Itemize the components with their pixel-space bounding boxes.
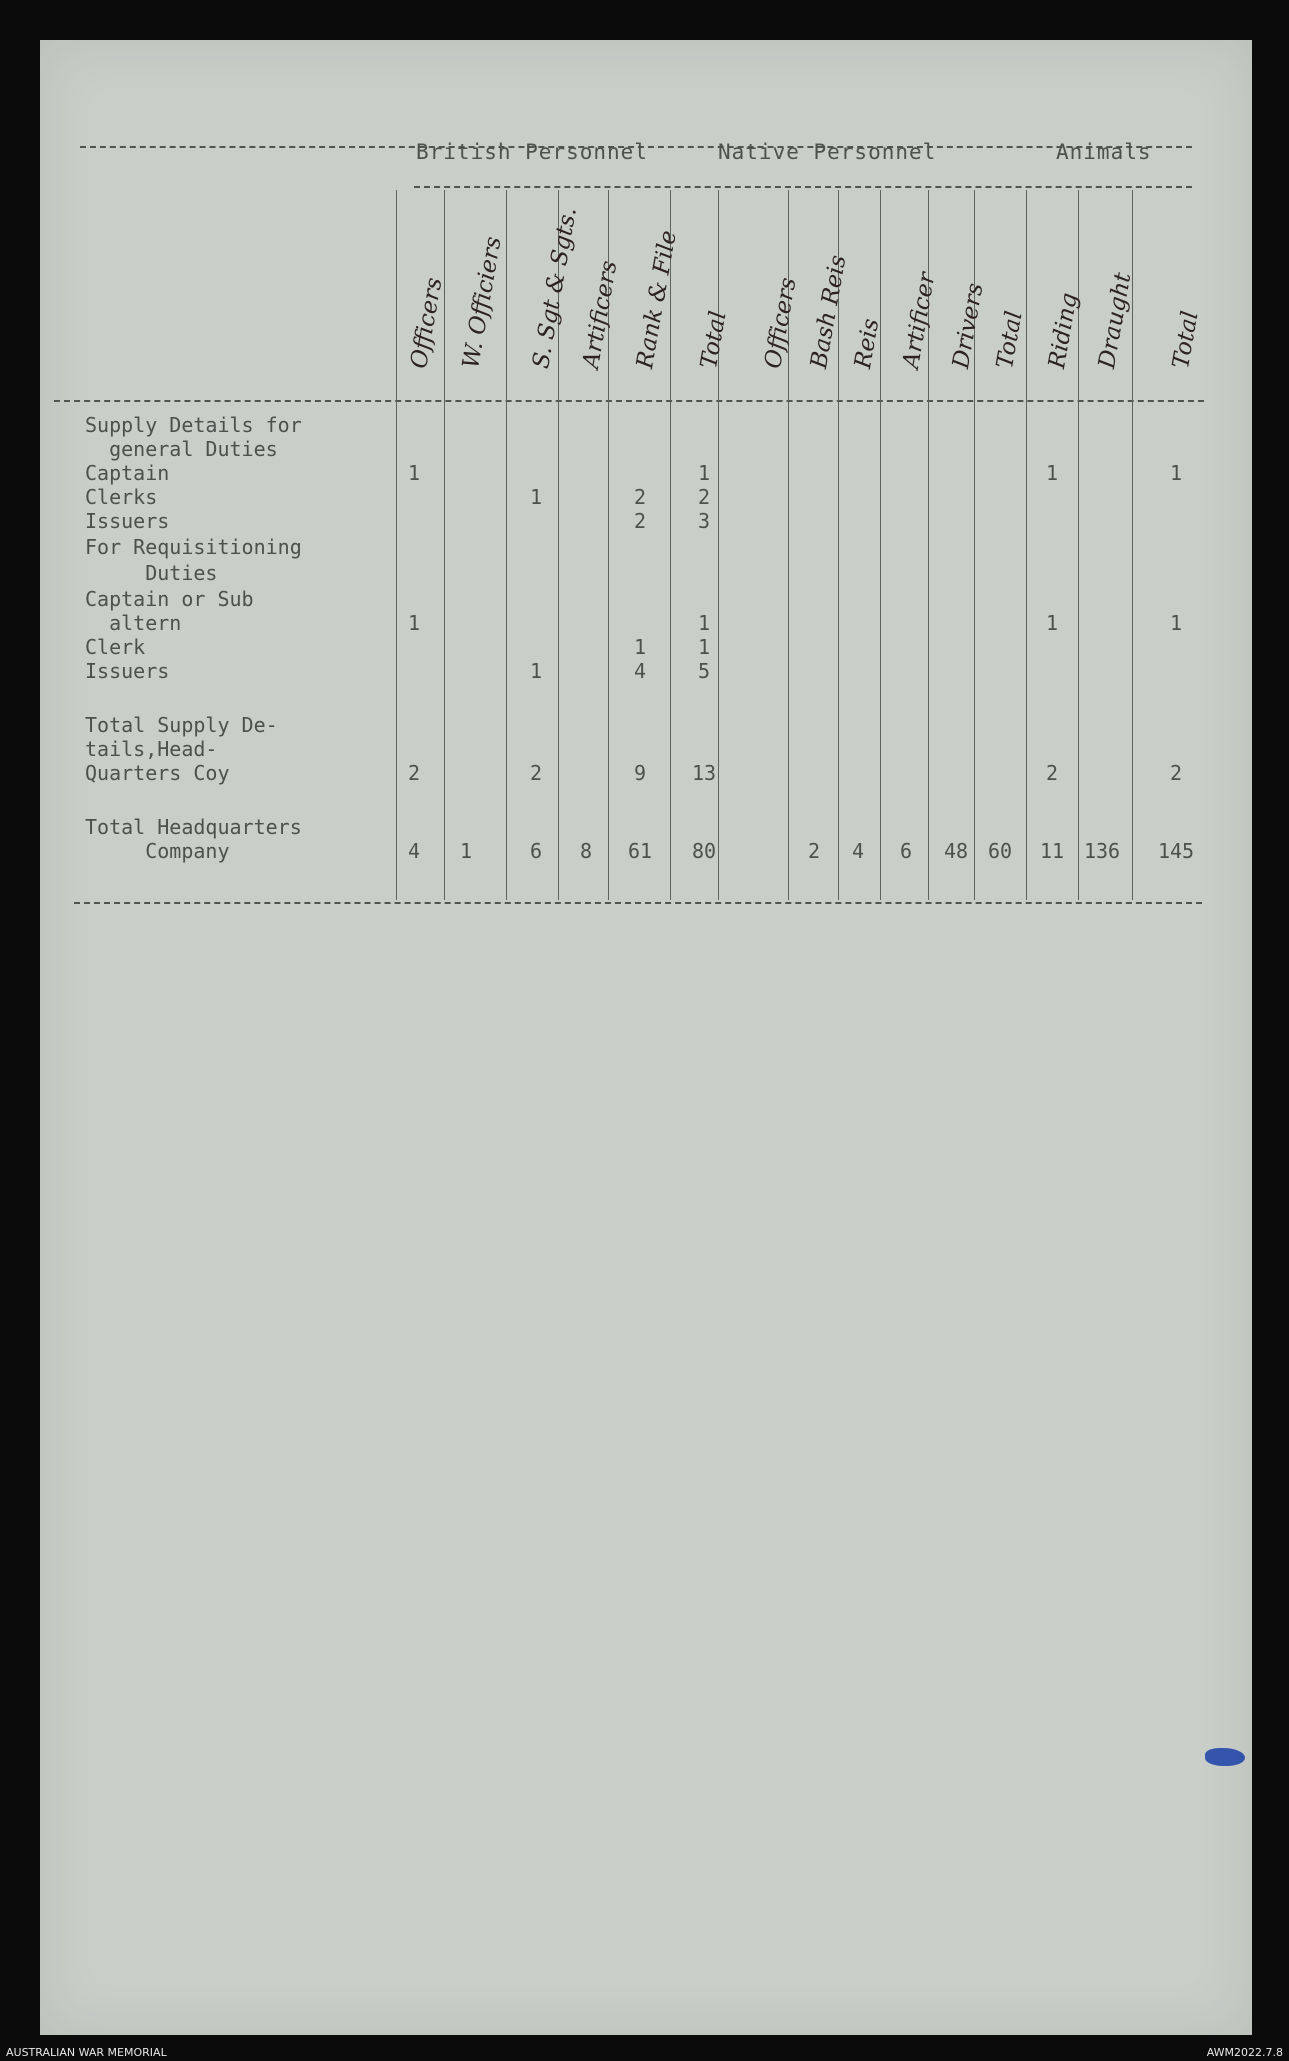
- row-label: Captain or Sub: [85, 587, 254, 611]
- column-header-label: Artificers: [578, 258, 623, 371]
- table-cell: 9: [633, 761, 647, 785]
- table-cell: 1: [697, 635, 711, 659]
- table-cell: 4: [851, 839, 865, 863]
- row-label: Clerks: [85, 485, 158, 509]
- table-cell: 1: [1045, 461, 1059, 485]
- table-cell: 60: [987, 839, 1013, 863]
- table-cell: 3: [697, 509, 711, 533]
- footer-institution: AUSTRALIAN WAR MEMORIAL: [6, 2046, 167, 2059]
- table-cell: 6: [899, 839, 913, 863]
- table-cell: 1: [529, 485, 543, 509]
- column-header-label: Total: [696, 309, 732, 371]
- row-label: Duties: [85, 561, 218, 585]
- table-cell: 1: [697, 611, 711, 635]
- column-header-label: Draught: [1094, 270, 1137, 371]
- row-label: Quarters Coy: [85, 761, 230, 785]
- table-cell: 13: [691, 761, 717, 785]
- group-header: British Personnel: [416, 140, 648, 164]
- table-cell: 2: [407, 761, 421, 785]
- table-cell: 8: [579, 839, 593, 863]
- row-label: Captain: [85, 461, 170, 485]
- table-cell: 2: [633, 509, 647, 533]
- column-divider: [880, 190, 881, 900]
- column-header-label: Drivers: [948, 281, 989, 371]
- ink-smudge: [1205, 1748, 1245, 1766]
- table-cell: 4: [633, 659, 647, 683]
- column-header-label: S. Sgt & Sgts.: [528, 205, 582, 371]
- row-label: Supply Details for: [85, 413, 302, 437]
- table-cell: 2: [807, 839, 821, 863]
- table-cell: 48: [943, 839, 969, 863]
- column-header-label: Officers: [406, 275, 448, 371]
- table-cell: 2: [1169, 761, 1183, 785]
- table-cell: 145: [1157, 839, 1195, 863]
- table-cell: 1: [697, 461, 711, 485]
- column-header-label: W. Officiers: [458, 234, 507, 371]
- table-cell: 1: [633, 635, 647, 659]
- table-cell: 80: [691, 839, 717, 863]
- table-cell: 1: [1169, 461, 1183, 485]
- row-label: Clerk: [85, 635, 146, 659]
- table-cell: 6: [529, 839, 543, 863]
- table-cell: 2: [529, 761, 543, 785]
- column-header-label: Riding: [1044, 290, 1083, 371]
- table-cell: 2: [697, 485, 711, 509]
- bottom-rule: [74, 902, 1202, 904]
- row-label: Issuers: [85, 659, 170, 683]
- table-cell: 1: [459, 839, 473, 863]
- table-cell: 2: [633, 485, 647, 509]
- table-cell: 1: [407, 611, 421, 635]
- table-cell: 4: [407, 839, 421, 863]
- column-header-label: Artificer: [898, 270, 941, 371]
- row-label: altern: [85, 611, 182, 635]
- row-label: Company: [85, 839, 230, 863]
- row-label: general Duties: [85, 437, 278, 461]
- row-label: Total Headquarters: [85, 815, 302, 839]
- row-label: tails,Head-: [85, 737, 218, 761]
- table-cell: 11: [1039, 839, 1065, 863]
- row-label: Total Supply De-: [85, 713, 278, 737]
- table-cell: 1: [1045, 611, 1059, 635]
- column-header-label: Bash Reis: [806, 253, 852, 371]
- column-divider: [718, 190, 719, 900]
- column-divider: [396, 190, 397, 900]
- column-header-label: Total: [1168, 309, 1204, 371]
- group-header: Animals: [1056, 140, 1152, 164]
- column-divider: [506, 190, 507, 900]
- table-cell: 1: [407, 461, 421, 485]
- table-cell: 1: [529, 659, 543, 683]
- column-header-label: Officers: [760, 275, 802, 371]
- group-rule: [414, 186, 1192, 188]
- footer-accession-number: AWM2022.7.8: [1206, 2046, 1283, 2059]
- table-cell: 2: [1045, 761, 1059, 785]
- table-cell: 1: [1169, 611, 1183, 635]
- table-cell: 61: [627, 839, 653, 863]
- row-label: Issuers: [85, 509, 170, 533]
- table-cell: 136: [1083, 839, 1121, 863]
- column-header-label: Total: [992, 309, 1028, 371]
- header-rule: [54, 400, 1204, 402]
- column-divider: [1026, 190, 1027, 900]
- table-cell: 5: [697, 659, 711, 683]
- column-header-label: Rank & File: [632, 228, 682, 371]
- group-header: Native Personnel: [718, 140, 937, 164]
- column-header-label: Reis: [850, 316, 885, 371]
- row-label: For Requisitioning: [85, 535, 302, 559]
